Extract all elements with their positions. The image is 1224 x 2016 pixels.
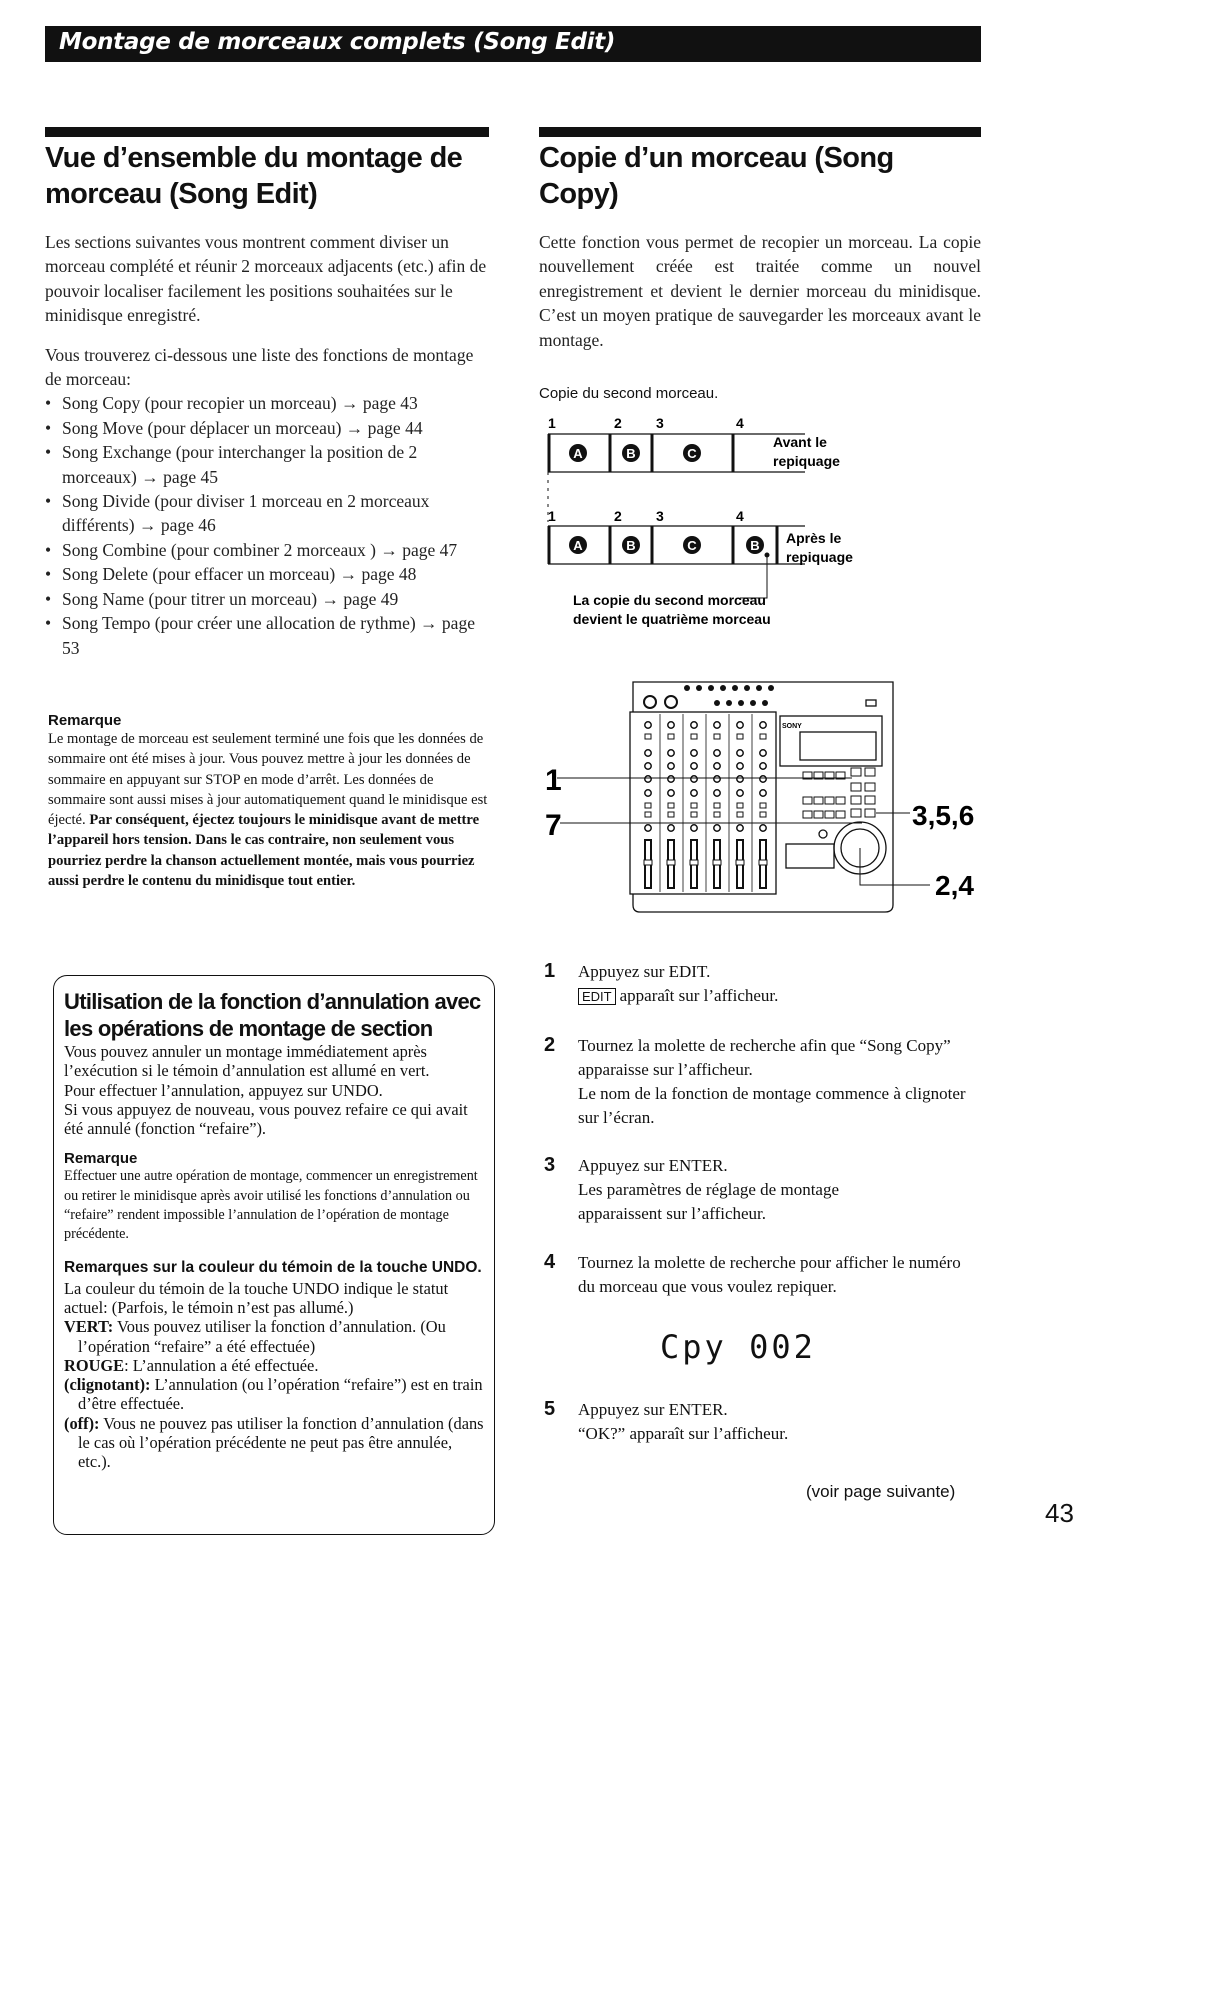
level-led-icon	[738, 700, 744, 706]
function-button-icon	[814, 797, 823, 804]
step-number: 5	[544, 1398, 556, 1420]
track-number: 4	[736, 415, 744, 431]
section-header-bar	[45, 26, 981, 62]
step-number: 4	[544, 1251, 556, 1273]
state-blinking	[64, 1375, 484, 1414]
page-number: 43	[1045, 1498, 1074, 1528]
function-button-icon	[803, 797, 812, 804]
left-title	[45, 140, 505, 212]
track-number: 3	[656, 415, 664, 431]
fader-knob	[644, 860, 652, 865]
step-number: 1	[544, 960, 556, 982]
section-header-title: Montage de morceaux complets (Song Edit)	[59, 29, 616, 55]
device-illustration	[530, 670, 1000, 930]
remark-text	[48, 729, 494, 891]
state-green	[64, 1317, 484, 1356]
state-text: L’annulation (ou l’opération “refaire”) est en train d’être effectuée.	[78, 1375, 483, 1414]
step-text: Appuyez sur ENTER.	[578, 1156, 728, 1175]
indicator	[819, 830, 827, 838]
function-button-icon	[836, 811, 845, 818]
track-number: 4	[736, 508, 744, 524]
letter: B	[626, 538, 636, 553]
md-slot	[786, 844, 834, 868]
step-4	[578, 1251, 978, 1299]
step-text: Le nom de la fonction de montage commence à clignoter sur l’écran.	[578, 1084, 966, 1127]
list-item: • Song Tempo (pour créer une allocation de rythme) → page 53	[45, 611, 491, 660]
level-led-icon	[732, 685, 738, 691]
input-jack-icon	[644, 696, 656, 708]
state-label: ROUGE	[64, 1355, 125, 1375]
step-text: Tournez la molette de recherche afin que “Song Copy” apparaisse sur l’afficheur.	[578, 1036, 951, 1079]
edit-key-icon	[851, 768, 861, 776]
fader-knob	[713, 860, 721, 865]
edit-key-icon	[865, 783, 875, 791]
letter: C	[687, 446, 697, 461]
remark-heading: Remarque	[48, 712, 122, 729]
left-body	[45, 230, 491, 660]
fader-knob	[667, 860, 675, 865]
track-number: 2	[614, 508, 622, 524]
level-led-icon	[768, 685, 774, 691]
level-led-icon	[750, 700, 756, 706]
edit-key-icon	[865, 768, 875, 776]
step-number: 2	[544, 1034, 556, 1056]
diagram-note: devient le quatrième morceau	[573, 611, 771, 627]
edit-key-icon	[851, 783, 861, 791]
song-copy-intro: Cette fonction vous permet de recopier un morceau. La copie nouvellement créée est traitée comme un nouvel enregistrement et devient le dernier morceau du minidisque. C’est un moyen pratique de sauvegarder les morceaux avant le montage.	[539, 232, 981, 350]
lcd-display-readout: Cpy 002	[660, 1328, 816, 1366]
eject-button	[866, 700, 876, 706]
step-text: Appuyez sur ENTER.	[578, 1400, 728, 1419]
step-text: Appuyez sur EDIT.	[578, 962, 711, 981]
callout-2-4: 2,4	[935, 870, 974, 901]
level-led-icon	[720, 685, 726, 691]
level-led-icon	[756, 685, 762, 691]
state-text: : L’annulation a été effectuée.	[124, 1355, 319, 1375]
level-led-icon	[726, 700, 732, 706]
function-button-icon	[825, 797, 834, 804]
fader-knob	[759, 860, 767, 865]
level-led-icon	[744, 685, 750, 691]
level-led-icon	[696, 685, 702, 691]
edit-key-icon	[865, 796, 875, 804]
remark-bold: Par conséquent, éjectez toujours le minidisque avant de mettre l’appareil hors tension. Dans le cas contraire, non seulement vous pourriez perdre la chanson actuellement montée, mais vous pourriez aussi perdre le contenu du minidisque tout entier.	[48, 812, 480, 890]
function-button-icon	[825, 811, 834, 818]
list-intro: Vous trouverez ci-dessous une liste des fonctions de montage de morceau:	[45, 344, 474, 390]
box-line: Si vous appuyez de nouveau, vous pouvez refaire ce qui avait été annulé (fonction “refaire”).	[64, 1099, 468, 1139]
state-text: Vous ne pouvez pas utiliser la fonction d’annulation (dans le cas où l’opération précédente ne peut pas être annulée, etc.).	[78, 1413, 484, 1472]
edit-key-icon	[851, 796, 861, 804]
edit-display-badge: EDIT	[578, 988, 616, 1005]
step-number: 3	[544, 1154, 556, 1176]
fader-knob	[736, 860, 744, 865]
color-heading: Remarques sur la couleur du témoin de la touche UNDO.	[64, 1258, 482, 1276]
after-label: Après le	[786, 530, 842, 546]
function-button-icon	[836, 797, 845, 804]
right-heading-rule	[539, 127, 981, 137]
left-title-line: Vue d’ensemble du montage de	[45, 142, 463, 174]
list-item: • Song Move (pour déplacer un morceau) → page 44	[45, 416, 491, 440]
box-line: Pour effectuer l’annulation, appuyez sur UNDO.	[64, 1080, 383, 1100]
level-led-icon	[708, 685, 714, 691]
step-text: “OK?” apparaît sur l’afficheur.	[578, 1424, 789, 1443]
fader-knob	[690, 860, 698, 865]
letter: A	[573, 446, 583, 461]
step-text: Tournez la molette de recherche pour afficher le numéro du morceau que vous voulez repiquer.	[578, 1253, 961, 1296]
step-1	[578, 960, 978, 1008]
list-item: • Song Delete (pour effacer un morceau) → page 48	[45, 562, 491, 586]
list-item: • Song Copy (pour recopier un morceau) → page 43	[45, 391, 491, 415]
state-label: (clignotant):	[64, 1375, 151, 1395]
state-label: (off):	[64, 1413, 100, 1433]
left-heading-rule	[45, 127, 489, 137]
box-title: Utilisation de la fonction d’annulation avec les opérations de montage de section	[64, 989, 481, 1041]
remark-block	[48, 712, 494, 891]
step-5	[578, 1398, 978, 1446]
color-intro: La couleur du témoin de la touche UNDO indique le statut actuel: (Parfois, le témoin n’est pas allumé.)	[64, 1278, 449, 1317]
undo-info-box	[53, 975, 495, 1535]
function-button-icon	[803, 811, 812, 818]
letter: B	[750, 538, 760, 553]
input-jack-icon	[665, 696, 677, 708]
list-item: • Song Name (pour titrer un morceau) → page 49	[45, 587, 491, 611]
step-text-tail: apparaît sur l’afficheur.	[619, 986, 779, 1005]
level-led-icon	[684, 685, 690, 691]
list-item: • Song Divide (pour diviser 1 morceau en 2 morceaux différents) → page 46	[45, 489, 491, 538]
intro-paragraph: Les sections suivantes vous montrent comment diviser un morceau complété et réunir 2 morceaux adjacents (etc.) afin de pouvoir localiser facilement les positions souhaitées sur le minidisque enregistré.	[45, 232, 487, 326]
callout-line-24	[860, 848, 930, 885]
step-2	[578, 1034, 978, 1130]
callout-3-5-6: 3,5,6	[912, 800, 975, 831]
brand-logo: SONY	[782, 723, 802, 730]
track-number: 1	[548, 508, 556, 524]
track-number: 2	[614, 415, 622, 431]
edit-key-icon	[851, 809, 861, 817]
step-3	[578, 1154, 978, 1226]
track-number: 1	[548, 415, 556, 431]
remark-normal: Le montage de morceau est seulement terminé une fois que les données de sommaire ont été mises à jour. Vous pouvez mettre à jour les données de sommaire en appuyant sur STOP en mode d’arrêt. Les données de sommaire sont aussi mises à jour automatiquement quand le minidisque est éjecté.	[48, 731, 488, 829]
edit-key-icon	[865, 809, 875, 817]
right-title-line: Copie d’un morceau (Song	[539, 142, 894, 174]
right-title	[539, 140, 989, 212]
box-intro	[64, 1042, 484, 1138]
state-off	[64, 1414, 484, 1472]
right-title-line: Copy)	[539, 178, 619, 210]
continued-note: (voir page suivante)	[806, 1482, 956, 1501]
color-states	[64, 1317, 484, 1471]
step-text	[578, 984, 978, 1008]
diagram-caption: Copie du second morceau.	[539, 385, 719, 402]
left-title-line: morceau (Song Edit)	[45, 178, 318, 210]
letter: A	[573, 538, 583, 553]
level-led-icon	[714, 700, 720, 706]
callout-1: 1	[545, 764, 562, 797]
box-remark-heading: Remarque	[64, 1150, 138, 1168]
song-copy-diagram	[530, 400, 980, 640]
before-label: repiquage	[773, 453, 840, 469]
list-item: • Song Exchange (pour interchanger la position de 2 morceaux) → page 45	[45, 440, 491, 489]
list-item: • Song Combine (pour combiner 2 morceaux ) → page 47	[45, 538, 491, 562]
diagram-note: La copie du second morceau	[573, 592, 766, 608]
step-text: Les paramètres de réglage de montage apparaissent sur l’afficheur.	[578, 1180, 840, 1223]
track-letter-badges	[569, 444, 764, 554]
function-button-icon	[814, 811, 823, 818]
state-red	[64, 1356, 484, 1375]
box-line: Vous pouvez annuler un montage immédiatement après l’exécution si le témoin d’annulation est allumé en vert.	[64, 1042, 430, 1081]
before-label: Avant le	[773, 434, 827, 450]
letter: B	[626, 446, 636, 461]
level-led-icon	[762, 700, 768, 706]
display-screen	[800, 732, 876, 760]
track-number: 3	[656, 508, 664, 524]
function-list	[45, 391, 491, 659]
box-remark-text: Effectuer une autre opération de montage, commencer un enregistrement ou retirer le minidisque après avoir utilisé les fonctions d’annulation ou “refaire” rendent impossible l’annulation de l’opération de montage précédente.	[64, 1168, 478, 1243]
state-text: Vous pouvez utiliser la fonction d’annulation. (Ou l’opération “refaire” a été effectuée)	[78, 1317, 446, 1356]
letter: C	[687, 538, 697, 553]
after-track-bar	[548, 472, 805, 598]
after-label: repiquage	[786, 549, 853, 565]
callout-7: 7	[545, 809, 562, 842]
state-label: VERT:	[64, 1317, 114, 1337]
